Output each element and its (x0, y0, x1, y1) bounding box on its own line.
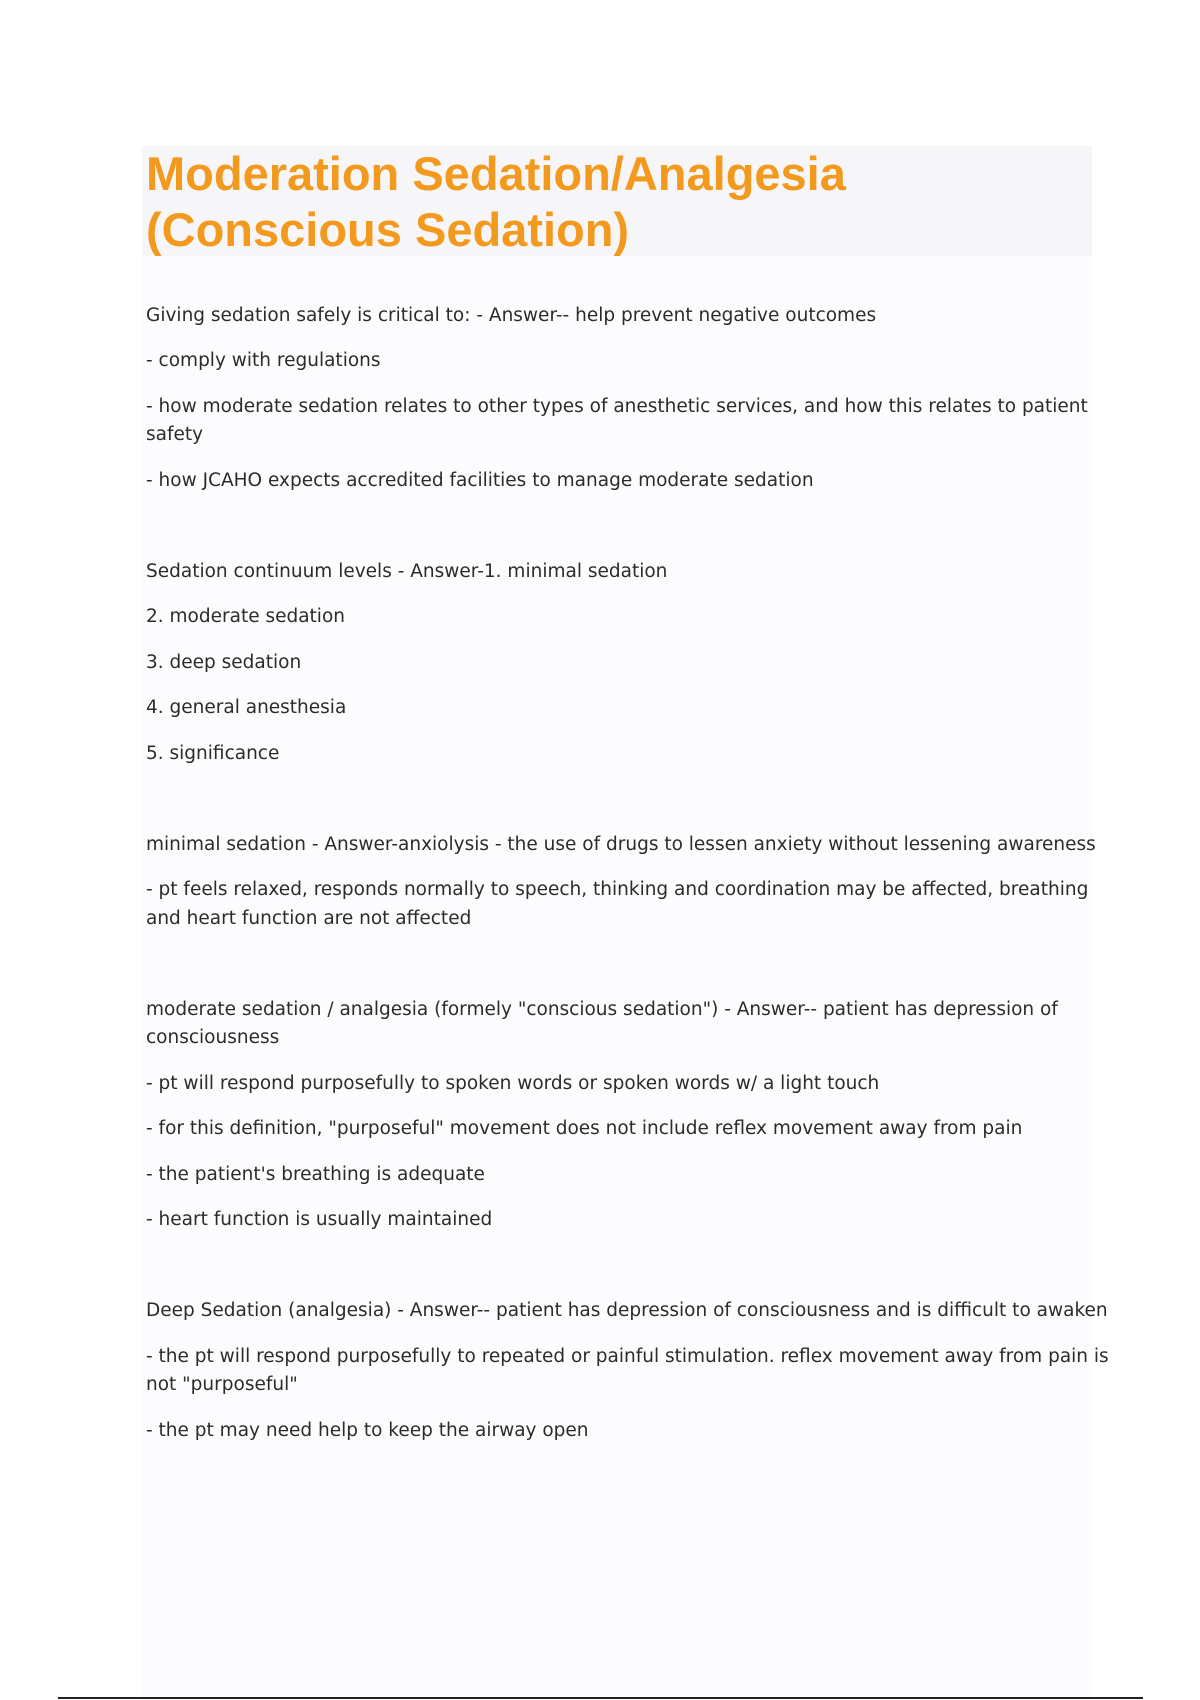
page-title-line-2: (Conscious Sedation) (146, 203, 630, 256)
text-line: minimal sedation - Answer-anxiolysis - the use of drugs to lessen anxiety without lessening awareness (146, 834, 1096, 855)
text-line: - the patient's breathing is adequate (146, 1164, 485, 1185)
text-line: consciousness (146, 1027, 280, 1048)
text-line: 2. moderate sedation (146, 606, 345, 627)
text-line: safety (146, 424, 204, 445)
text-line: not "purposeful" (146, 1374, 298, 1395)
text-line: 3. deep sedation (146, 652, 302, 673)
text-line: 5. significance (146, 743, 280, 764)
text-line: Giving sedation safely is critical to: - Answer-- help prevent negative outcomes (146, 305, 877, 326)
text-line: moderate sedation / analgesia (formely "conscious sedation") - Answer-- patient has depression of (146, 999, 1058, 1020)
text-line: Deep Sedation (analgesia) - Answer-- patient has depression of consciousness and is difficult to awaken (146, 1300, 1108, 1321)
text-line: - pt will respond purposefully to spoken words or spoken words w/ a light touch (146, 1073, 880, 1094)
text-line: - comply with regulations (146, 350, 381, 371)
text-line: - pt feels relaxed, responds normally to speech, thinking and coordination may be affected, breathing (146, 879, 1089, 900)
text-line: - heart function is usually maintained (146, 1209, 493, 1230)
text-line: - the pt may need help to keep the airway open (146, 1420, 589, 1441)
text-line: - the pt will respond purposefully to repeated or painful stimulation. reflex movement away from pain is (146, 1346, 1109, 1367)
text-line: Sedation continuum levels - Answer-1. minimal sedation (146, 561, 668, 582)
text-line: 4. general anesthesia (146, 697, 347, 718)
page-title-line-1: Moderation Sedation/Analgesia (146, 147, 846, 200)
text-line: - for this definition, "purposeful" movement does not include reflex movement away from pain (146, 1118, 1023, 1139)
text-line: and heart function are not affected (146, 908, 472, 929)
bottom-rule (58, 1697, 1143, 1699)
text-line: - how moderate sedation relates to other types of anesthetic services, and how this relates to patient (146, 396, 1088, 417)
text-line: - how JCAHO expects accredited facilities to manage moderate sedation (146, 470, 814, 491)
